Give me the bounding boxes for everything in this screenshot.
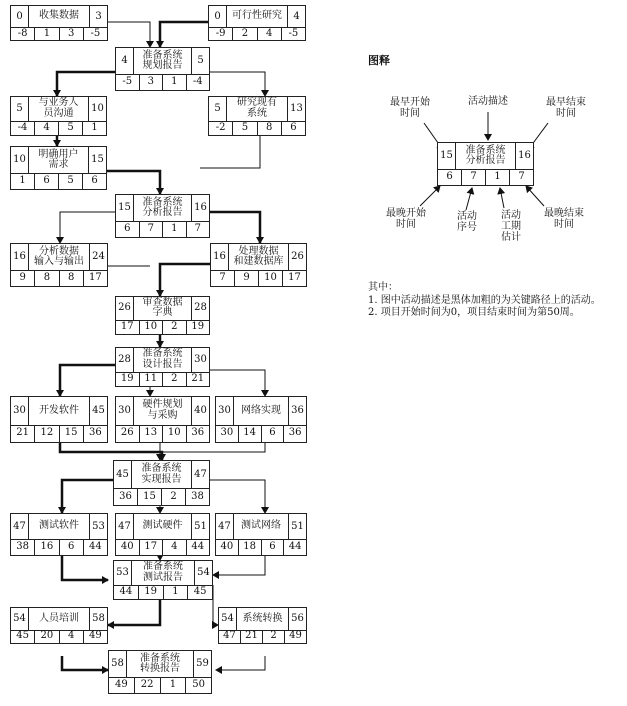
late-finish: 17: [288, 272, 301, 284]
critical-feasibility-to-plan: [160, 22, 208, 47]
activity-sequence: 22: [135, 677, 161, 693]
activity-name: 处理数据 和建数据库: [233, 245, 284, 268]
activity-name: 准备系统 规划报告: [142, 49, 183, 72]
early-finish: 4: [287, 6, 305, 27]
arrow-analysis-to-io: [60, 212, 115, 243]
activity-name: 准备系统 测试报告: [143, 561, 183, 583]
critical-analysis-to-db: [210, 212, 260, 243]
late-finish: -5: [288, 27, 299, 39]
arrow-impl-to-network-test: [210, 480, 265, 513]
activity-node-test-hardware[interactable]: [115, 513, 210, 556]
duration: 8: [60, 270, 84, 286]
activity-node-test-report[interactable]: [113, 560, 213, 600]
activity-node-dev-software[interactable]: [10, 396, 108, 443]
late-start: 40: [116, 539, 140, 555]
early-start: 54: [219, 608, 237, 630]
early-finish: 58: [89, 608, 107, 630]
early-finish: 15: [88, 147, 106, 173]
early-finish: 16: [515, 143, 533, 169]
late-start: 47: [219, 630, 241, 643]
late-finish: 1: [91, 121, 98, 133]
activity-node-training[interactable]: [10, 607, 108, 644]
legend-sample-node: [437, 142, 534, 186]
late-start: -5: [116, 74, 140, 90]
early-start: 28: [116, 348, 134, 372]
activity-node-feasibility[interactable]: [208, 5, 306, 41]
activity-name: 人员培训: [39, 612, 79, 624]
arrow-nettest-to-testreport: [213, 556, 265, 575]
early-start: 26: [116, 297, 134, 320]
late-finish: 6: [91, 175, 98, 187]
late-start: -2: [209, 121, 233, 135]
early-start: 54: [11, 608, 29, 630]
early-start: 4: [116, 48, 134, 74]
activity-node-collect[interactable]: [10, 5, 108, 41]
late-finish: 50: [192, 679, 205, 691]
arrow-conversion-to-convreport: [216, 656, 265, 670]
duration: 6: [262, 425, 285, 442]
early-start: 53: [114, 561, 132, 585]
activity-name: 准备系统 分析报告: [465, 144, 506, 167]
activity-sequence: 16: [35, 539, 59, 555]
early-finish: 28: [191, 297, 209, 320]
legend-label-early-start: 最早开始 时间: [390, 97, 430, 119]
legend-label-late-finish: 最晚结束 时间: [544, 208, 584, 230]
early-finish: 45: [89, 397, 107, 425]
activity-node-analyze-io[interactable]: [10, 243, 108, 287]
early-start: 15: [116, 195, 134, 221]
early-finish: 10: [88, 97, 106, 121]
activity-sequence: 2: [233, 27, 257, 40]
critical-testsw-to-testreport: [62, 556, 108, 580]
late-finish: 36: [89, 427, 102, 439]
activity-sequence: 14: [239, 425, 262, 442]
activity-node-network[interactable]: [215, 396, 307, 443]
late-start: 19: [116, 372, 140, 386]
late-start: 7: [211, 270, 235, 286]
notes-heading: 其中：: [368, 282, 398, 293]
duration: 6: [262, 539, 285, 555]
early-start: 5: [11, 97, 29, 121]
late-finish: 45: [193, 585, 207, 597]
activity-sequence: 1: [35, 27, 59, 40]
late-finish: 44: [288, 541, 302, 553]
late-finish: 49: [289, 630, 302, 642]
activity-sequence: 9: [235, 270, 259, 286]
critical-impl-to-testsw: [62, 480, 113, 513]
activity-name: 硬件规划 与采购: [142, 399, 183, 421]
late-finish: 38: [191, 490, 204, 502]
critical-design-to-dev: [60, 365, 115, 396]
activity-name: 测试网络: [241, 520, 281, 532]
activity-name: 可行性研究: [232, 10, 282, 22]
duration: 1: [486, 169, 510, 185]
early-finish: 5: [191, 48, 209, 74]
activity-sequence: 17: [140, 539, 164, 555]
duration: 6: [60, 539, 84, 555]
late-start: 6: [438, 169, 462, 185]
activity-node-test-network[interactable]: [215, 513, 307, 556]
activity-sequence: 7: [140, 221, 164, 237]
activity-sequence: 13: [140, 425, 164, 442]
late-finish: -4: [192, 76, 203, 88]
late-finish: 36: [288, 427, 302, 439]
duration: 1: [164, 585, 189, 599]
activity-sequence: 8: [35, 270, 59, 286]
late-finish: 21: [191, 372, 205, 384]
activity-node-design-report[interactable]: [115, 347, 210, 387]
early-start: 47: [116, 514, 134, 539]
early-start: 10: [11, 147, 29, 173]
duration: 5: [59, 173, 83, 189]
late-start: 44: [114, 585, 139, 599]
early-finish: 26: [288, 244, 306, 270]
early-start: 30: [116, 397, 134, 425]
activity-name: 准备系统 设计报告: [142, 348, 183, 370]
arrow-collect-to-plan: [108, 22, 150, 47]
early-start: 47: [11, 514, 29, 539]
activity-node-test-software[interactable]: [10, 513, 108, 556]
activity-sequence: 3: [140, 74, 164, 90]
activity-node-plan-report[interactable]: [115, 47, 210, 91]
late-start: -4: [11, 121, 35, 135]
notes: [368, 282, 618, 320]
duration: 2: [162, 488, 186, 505]
activity-name: 准备系统 实现报告: [141, 463, 182, 485]
activity-sequence: 10: [140, 320, 164, 334]
late-finish: 17: [89, 272, 102, 284]
activity-sequence: 5: [233, 121, 257, 135]
activity-node-analysis-report[interactable]: [115, 194, 210, 238]
activity-node-communicate[interactable]: [10, 96, 107, 136]
activity-node-conv-report[interactable]: [108, 650, 212, 694]
activity-name: 审查数据 字典: [142, 296, 183, 319]
early-finish: 51: [288, 514, 306, 539]
late-start: 36: [114, 488, 138, 505]
critical-training-to-convreport: [62, 656, 108, 670]
duration: 1: [163, 221, 187, 237]
early-start: 30: [216, 397, 234, 425]
late-start: 9: [11, 270, 35, 286]
late-start: 40: [216, 539, 239, 555]
early-finish: 16: [191, 195, 209, 221]
duration: 2: [263, 630, 285, 643]
arrow-study-to-clarify: [200, 136, 260, 168]
critical-testreport-to-training: [108, 600, 160, 625]
late-finish: 7: [518, 171, 525, 183]
early-start: 15: [438, 143, 456, 169]
legend-label-description: 活动描述: [468, 96, 508, 107]
late-finish: 7: [194, 223, 201, 235]
early-start: 30: [11, 397, 29, 425]
legend-arrow-seq: [466, 188, 472, 210]
activity-sequence: 6: [35, 173, 59, 189]
activity-node-conversion[interactable]: [218, 607, 307, 644]
activity-name: 明确用户 需求: [38, 148, 79, 171]
duration: 4: [60, 630, 84, 643]
early-finish: 54: [194, 561, 212, 585]
duration: 1: [163, 74, 187, 90]
duration: 3: [60, 27, 84, 40]
late-start: 38: [11, 539, 35, 555]
early-start: 0: [209, 6, 227, 27]
critical-clarify-to-analysis: [107, 171, 160, 194]
early-finish: 56: [288, 608, 306, 630]
duration: 10: [259, 270, 283, 286]
activity-name: 与业务人 员沟通: [38, 97, 79, 119]
activity-name: 测试硬件: [142, 520, 183, 532]
duration: 10: [163, 425, 187, 442]
late-finish: 44: [191, 541, 205, 553]
duration: 8: [258, 121, 282, 135]
activity-node-process-db[interactable]: [210, 243, 307, 287]
late-start: -8: [11, 27, 35, 40]
legend-arrow-dur: [500, 188, 504, 208]
duration: 15: [60, 425, 84, 442]
activity-name: 分析数据 输入与输出: [34, 245, 84, 268]
critical-db-to-dictionary: [160, 264, 210, 296]
late-start: 30: [216, 425, 239, 442]
early-start: 45: [114, 461, 132, 488]
legend-label-duration: 活动 工期 估计: [501, 210, 521, 243]
late-finish: 36: [191, 427, 205, 439]
critical-dev-to-impl: [60, 443, 162, 460]
early-finish: 51: [191, 514, 209, 539]
late-start: -9: [209, 27, 233, 40]
activity-sequence: 20: [35, 630, 59, 643]
legend-label-early-finish: 最早结束 时间: [546, 97, 586, 119]
legend-label-late-start: 最晚开始 时间: [386, 208, 426, 230]
activity-node-hardware[interactable]: [115, 396, 210, 443]
activity-sequence: 7: [462, 169, 486, 185]
legend-label-sequence: 活动 序号: [457, 211, 477, 233]
activity-node-study-existing[interactable]: [208, 96, 306, 136]
late-start: 45: [11, 630, 35, 643]
duration: 5: [59, 121, 83, 135]
duration: 2: [163, 320, 187, 334]
activity-name: 研究现有 系统: [237, 97, 277, 119]
activity-sequence: 21: [241, 630, 263, 643]
late-start: 49: [109, 677, 135, 693]
late-start: 26: [116, 425, 140, 442]
early-finish: 47: [191, 461, 209, 488]
late-start: 6: [116, 221, 140, 237]
duration: 4: [258, 27, 282, 40]
legend-title: 图释: [368, 54, 390, 67]
activity-sequence: 4: [35, 121, 59, 135]
early-finish: 30: [191, 348, 209, 372]
activity-node-clarify[interactable]: [10, 146, 107, 190]
activity-name: 网络实现: [241, 404, 281, 416]
early-start: 16: [11, 244, 29, 270]
activity-name: 准备系统 转换报告: [140, 652, 180, 675]
note-item-2: 2. 项目开始时间为0，项目结束时间为第50周。: [368, 307, 580, 318]
late-start: 17: [116, 320, 140, 334]
late-finish: 6: [290, 121, 297, 133]
activity-sequence: 19: [139, 585, 164, 599]
late-finish: 19: [191, 320, 205, 332]
duration: 1: [161, 677, 187, 693]
activity-name: 系统转换: [242, 612, 283, 624]
late-finish: 49: [89, 630, 102, 642]
early-finish: 53: [89, 514, 107, 539]
legend-arrow-ls: [420, 186, 440, 206]
activity-sequence: 11: [140, 372, 164, 386]
late-finish: -5: [90, 27, 101, 39]
activity-node-dictionary[interactable]: [115, 296, 210, 335]
late-finish: 44: [89, 541, 102, 553]
early-start: 5: [209, 97, 227, 121]
activity-name: 开发软件: [39, 404, 79, 416]
duration: 4: [163, 539, 187, 555]
early-finish: 3: [89, 6, 107, 27]
early-start: 47: [216, 514, 234, 539]
activity-name: 准备系统 分析报告: [142, 196, 183, 219]
late-start: 21: [11, 425, 35, 442]
activity-sequence: 12: [35, 425, 59, 442]
critical-plan-to-communicate: [57, 72, 115, 96]
early-finish: 40: [191, 397, 209, 425]
activity-sequence: 15: [138, 488, 162, 505]
early-start: 0: [11, 6, 29, 27]
early-finish: 36: [288, 397, 306, 425]
early-start: 58: [109, 651, 127, 677]
early-start: 16: [211, 244, 229, 270]
duration: 2: [163, 372, 187, 386]
activity-name: 测试软件: [39, 520, 79, 532]
activity-node-impl-report[interactable]: [113, 460, 210, 506]
early-finish: 59: [193, 651, 211, 677]
early-finish: 24: [89, 244, 107, 270]
arrow-network-to-impl: [155, 443, 265, 452]
early-finish: 13: [287, 97, 305, 121]
late-start: 1: [11, 173, 35, 189]
activity-sequence: 18: [239, 539, 262, 555]
activity-name: 收集数据: [39, 10, 79, 22]
legend-arrow-lf: [526, 186, 544, 206]
note-item-1: 1. 图中活动描述是黑体加粗的为关键路径上的活动。: [368, 294, 601, 306]
